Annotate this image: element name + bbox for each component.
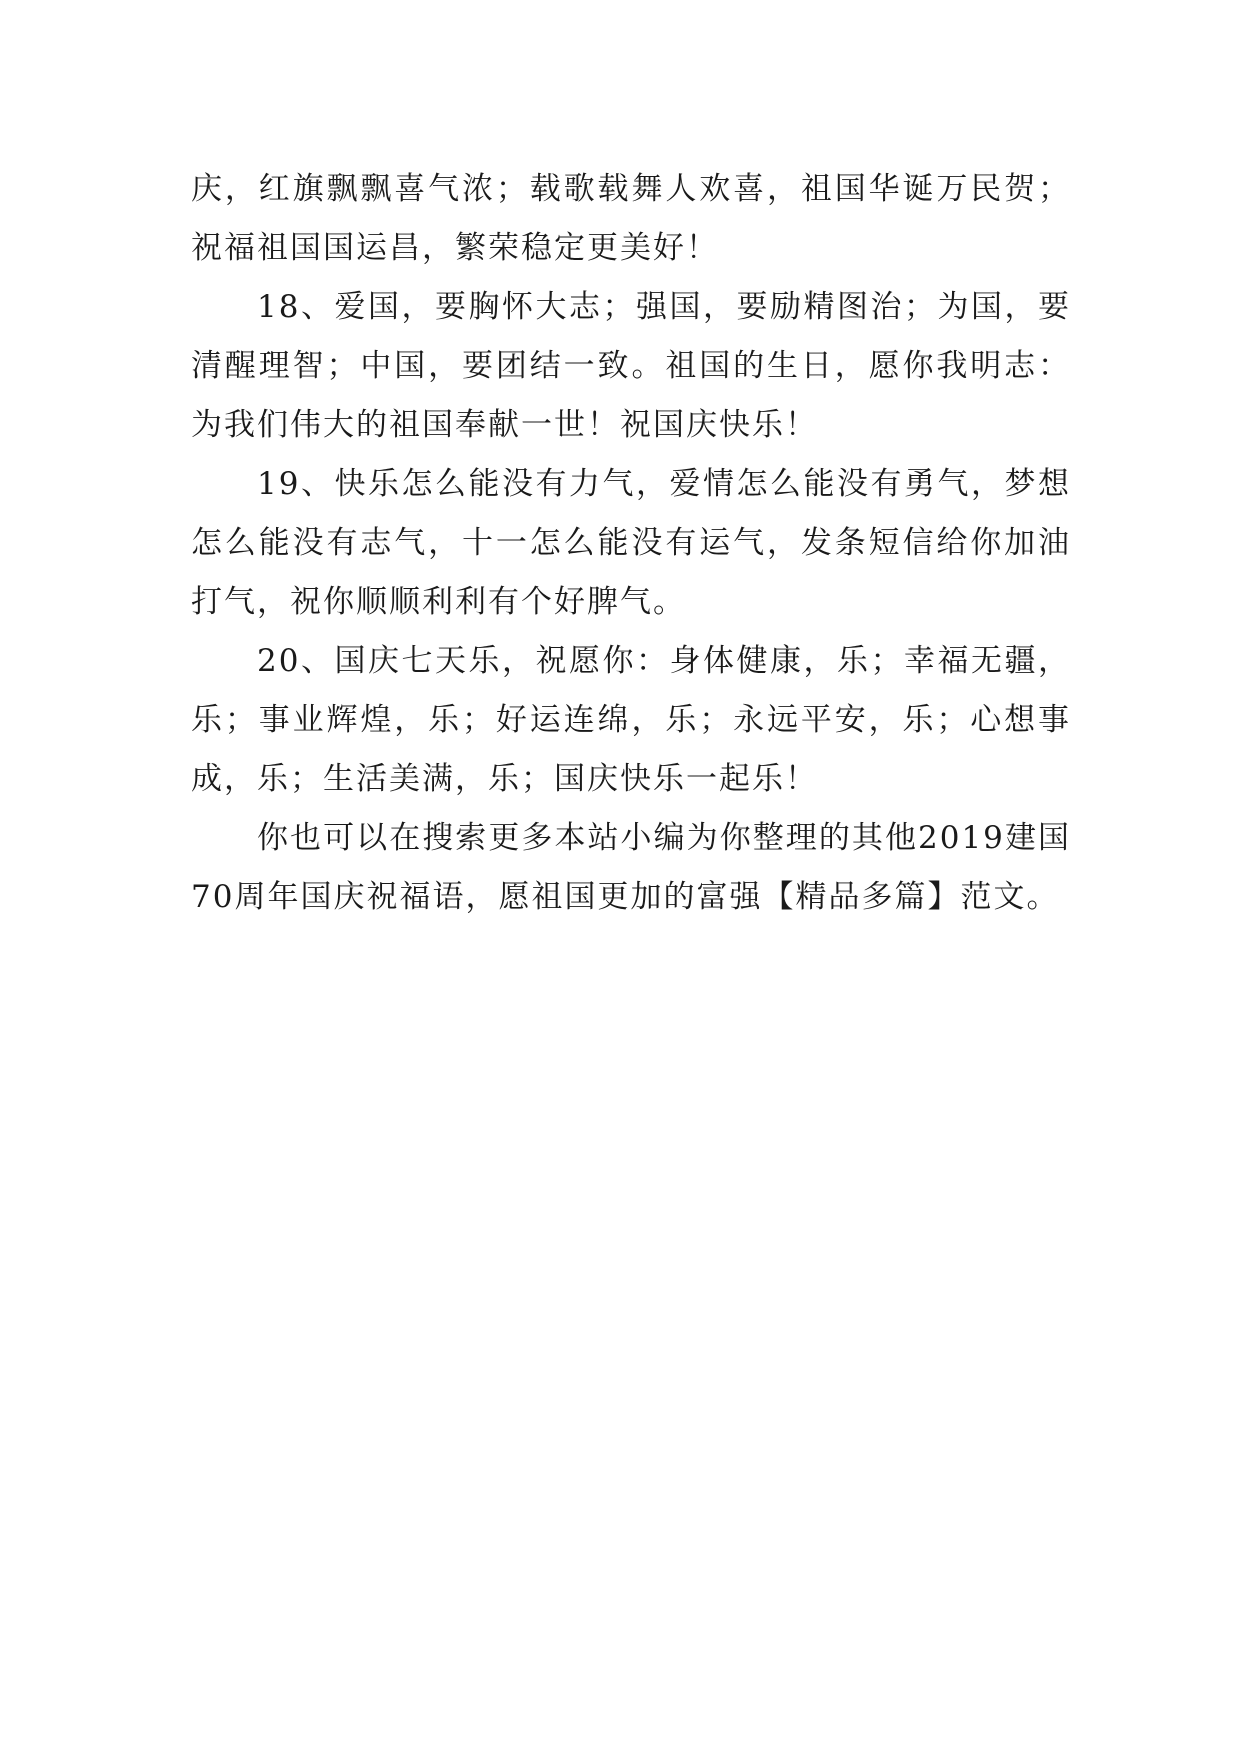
paragraph-19: 19、快乐怎么能没有力气，爱情怎么能没有勇气，梦想怎么能没有志气，十一怎么能没有运气，发条短信给你加油打气，祝你顺顺利利有个好脾气。: [191, 466, 1071, 620]
paragraph-closing: 你也可以在搜索更多本站小编为你整理的其他2019建国70周年国庆祝福语，愿祖国更加的富强【精品多篇】范文。: [191, 820, 1071, 915]
document-body: [191, 160, 1071, 927]
paragraph-20: 20、国庆七天乐，祝愿你：身体健康，乐；幸福无疆，乐；事业辉煌，乐；好运连绵，乐；永远平安，乐；心想事成，乐；生活美满，乐；国庆快乐一起乐！: [191, 643, 1071, 797]
paragraph-18: 18、爱国，要胸怀大志；强国，要励精图治；为国，要清醒理智；中国，要团结一致。祖国的生日，愿你我明志：为我们伟大的祖国奉献一世！祝国庆快乐！: [191, 289, 1071, 443]
paragraph-continued: 庆，红旗飘飘喜气浓；载歌载舞人欢喜，祖国华诞万民贺；祝福祖国国运昌，繁荣稳定更美好！: [191, 171, 1071, 266]
